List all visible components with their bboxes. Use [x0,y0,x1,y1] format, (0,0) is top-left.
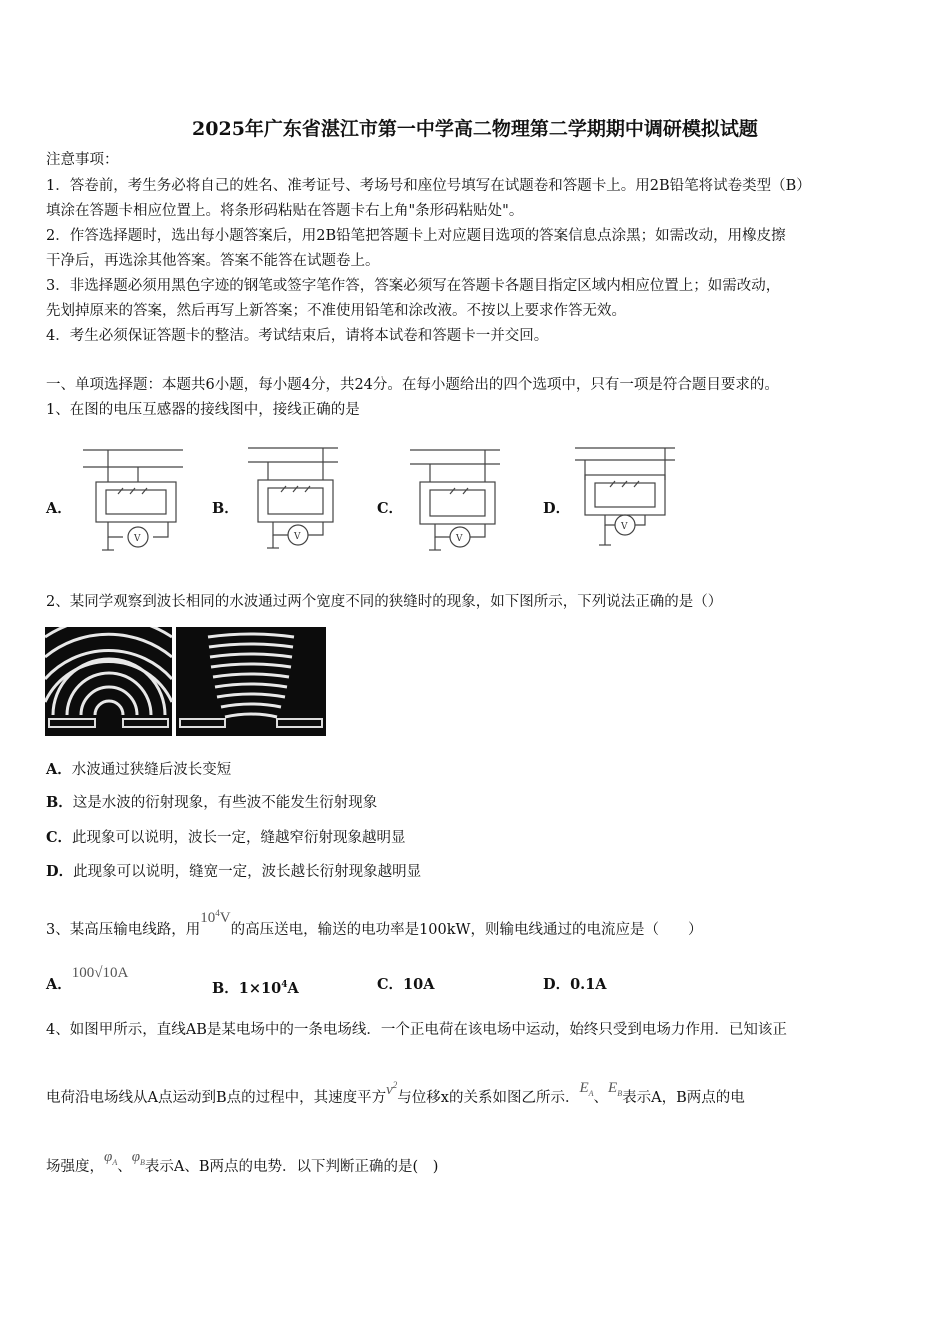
q1-option-d: D． [543,500,571,517]
section-heading: 一、单项选择题：本题共6小题，每小题4分，共24分。在每小题给出的四个选项中，只有一项是符合题目要求的。 [46,377,779,393]
q3-option-a [46,965,129,995]
notice-line: 4．考生必须保证答题卡的整洁。考试结束后，请将本试卷和答题卡一并交回。 [46,328,549,344]
circuit-diagram-d [570,440,680,552]
text-fragment: D． [46,863,74,880]
q3-option-b [212,975,299,999]
question-4-line [46,1149,439,1183]
text-fragment: 此现象可以说明，波长一定，缝越窄衍射现象越明显 [72,830,406,846]
text-fragment: 表示A、B两点的电势．以下判断正确的是( ) [144,1159,439,1175]
text-fragment: C． [377,976,404,993]
water-wave-diffraction-photos [45,627,326,736]
notice-line: 3．非选择题必须用黑色字迹的钢笔或签字笔作答，答案必须写在答题卡各题目指定区域内相应位置上；如需改动， [46,278,781,294]
text-fragment: D． [543,976,571,993]
text-fragment: A． [46,761,72,778]
text-fragment: C． [46,829,73,846]
text-fragment: 、 [593,1090,609,1106]
text-fragment: 电荷沿电场线从A点运动到B点的过程中，其速度平方 [46,1090,387,1106]
text-fragment: 10A [403,976,435,993]
q3-option-c [377,975,434,995]
q1-option-c: C． [377,500,404,517]
text-fragment: V [621,522,628,532]
text-fragment: E [579,1080,589,1096]
circuit-diagram-b [243,440,343,552]
text-fragment: 4 [281,980,288,990]
text-fragment: B [617,1089,623,1098]
text-fragment: 2 [392,1080,398,1090]
notice-line: 1．答卷前，考生务必将自己的姓名、准考证号、考场号和座位号填写在试题卷和答题卡上。用2B铅笔将试卷类型（B） [46,178,811,194]
text-fragment: φ [104,1149,113,1165]
question-4-line: 4、如图甲所示，直线AB是某电场中的一条电场线．一个正电荷在该电场中运动，始终只受到电场力作用．已知该正 [46,1022,787,1038]
circuit-diagram-c [405,442,505,554]
notice-heading: 注意事项： [46,152,119,168]
question-2-stem: 2、某同学观察到波长相同的水波通过两个宽度不同的狭缝时的现象，如下图所示，下列说法正确的是（） [46,594,723,610]
text-fragment: 与位移x的关系如图乙所示． [397,1090,580,1106]
text-fragment: E [608,1080,618,1096]
text-fragment: 的高压送电，输送的电功率是100kW，则输电线通过的电流应是（ ） [230,922,703,938]
q2-option-a [46,760,231,780]
notice-line: 填涂在答题卡相应位置上。将条形码粘贴在答题卡右上角"条形码粘贴处"。 [46,203,524,219]
q2-option-d [46,862,421,882]
question-4-line [46,1080,745,1114]
text-fragment: 、 [117,1159,132,1175]
text-fragment: 10 [200,910,216,926]
text-fragment: 100√10A [71,965,129,981]
circuit-diagram-a [78,442,188,554]
text-fragment: A [287,979,299,997]
text-fragment: 水波通过狭缝后波长变短 [71,762,232,778]
text-fragment: 4 [215,908,220,918]
text-fragment: 3、某高压输电线路，用 [46,922,201,938]
q3-option-d [543,975,607,995]
notice-line: 先划掉原来的答案，然后再写上新答案；不准使用铅笔和涂改液。不按以上要求作答无效。 [46,303,626,319]
page-title: 2025年广东省湛江市第一中学高二物理第二学期期中调研模拟试题 [192,118,758,140]
notice-line: 干净后，再选涂其他答案。答案不能答在试题卷上。 [46,253,380,269]
notice-line: 2．作答选择题时，选出每小题答案后，用2B铅笔把答题卡上对应题目选项的答案信息点涂黑；如需改动，用橡皮擦 [46,228,786,244]
text-fragment: A [588,1089,594,1098]
question-3-stem [46,908,703,940]
text-fragment: V [456,534,463,544]
question-1-stem: 1、在图的电压互感器的接线图中，接线正确的是 [46,402,360,418]
text-fragment: φ [131,1149,141,1165]
text-fragment: 表示A，B两点的电 [622,1090,745,1106]
text-fragment: 这是水波的衍射现象，有些波不能发生衍射现象 [72,795,378,811]
voltmeter-label: V [134,534,141,544]
text-fragment: v [386,1082,393,1098]
text-fragment: V [294,532,301,542]
q2-option-c [46,828,406,848]
q2-option-b [46,793,377,813]
text-fragment: A [112,1158,118,1167]
text-fragment: B． [46,794,73,811]
text-fragment: 场强度， [46,1159,104,1175]
text-fragment: B [140,1158,145,1167]
text-fragment: B． [212,979,239,997]
text-fragment: 0.1A [570,976,607,993]
text-fragment: 此现象可以说明，缝宽一定，波长越长衍射现象越明显 [73,864,422,880]
text-fragment: V [219,910,231,926]
q1-option-a: A． [46,500,72,517]
text-fragment: A． [46,976,72,993]
text-fragment: 1×10 [238,979,282,997]
q1-option-b: B． [212,500,239,517]
